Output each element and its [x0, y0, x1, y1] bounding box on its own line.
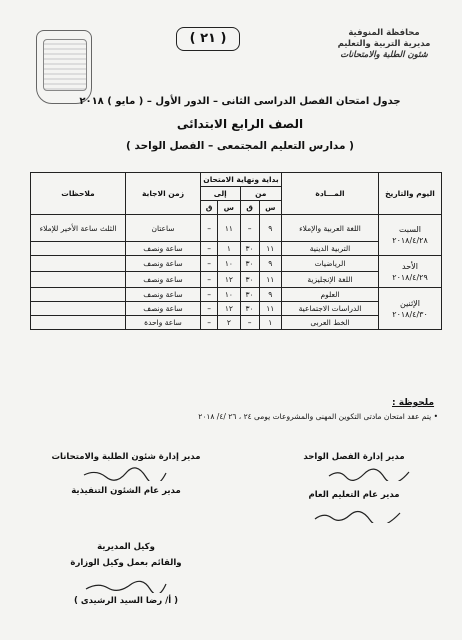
- signatory-title: والقائم بعمل وكيل الوزارة: [70, 558, 182, 568]
- from-min-cell: ٣٠: [240, 256, 259, 272]
- subject-cell: العلوم: [282, 288, 379, 302]
- signatory-title: مدير إدارة شئون الطلبة والامتحانات: [51, 452, 201, 462]
- to-hour-cell: ١٠: [218, 288, 240, 302]
- org-line: مديرية التربية والتعليم: [337, 39, 431, 49]
- subject-cell: اللغة العربية والإملاء: [282, 215, 379, 242]
- duration-cell: ساعة واحدة: [126, 316, 201, 330]
- signature-block-left-mid: [46, 486, 206, 496]
- to-min-cell: –: [201, 215, 218, 242]
- page-number: ( ٢١ ): [176, 27, 240, 51]
- handwritten-signature: [80, 466, 170, 480]
- header-exam-time: بداية ونهاية الامتحان: [201, 173, 282, 187]
- from-min-cell: –: [240, 215, 259, 242]
- day-date: ٢٠١٨/٤/٢٩: [392, 272, 428, 282]
- header-notes: ملاحظات: [31, 173, 126, 215]
- notes-cell: الثلث ساعة الأخير للإملاء: [31, 215, 126, 242]
- from-min-cell: –: [240, 316, 259, 330]
- schools-title: ( مدارس التعليم المجتمعى – الفصل الواحد ): [126, 140, 354, 152]
- from-hour-cell: ١: [259, 316, 281, 330]
- to-hour-cell: ١٠: [218, 256, 240, 272]
- subject-cell: الخط العربى: [282, 316, 379, 330]
- to-hour-cell: ١٢: [218, 272, 240, 288]
- to-hour-cell: ١٢: [218, 302, 240, 316]
- subject-cell: الرياضيات: [282, 256, 379, 272]
- ministry-seal-icon: [36, 30, 92, 104]
- to-min-cell: –: [201, 288, 218, 302]
- header-day: اليوم والتاريخ: [379, 173, 442, 215]
- handwritten-signature: [324, 466, 414, 480]
- from-hour-cell: ٩: [259, 215, 281, 242]
- day-cell: [379, 215, 442, 256]
- to-hour-cell: ١١: [218, 215, 240, 242]
- header-min: ق: [240, 201, 259, 215]
- signatory-name: ( أ/ رضا السيد الرشيدى ): [74, 596, 178, 606]
- org-line: محافظة المنوفية: [348, 28, 420, 38]
- day-name: السبت: [398, 225, 422, 234]
- notes-cell: [31, 316, 126, 330]
- signatory-title: مدير عام التعليم العام: [308, 490, 400, 500]
- signature-block-left-top: [46, 452, 206, 462]
- org-line: شئون الطلبة والامتحانات: [340, 50, 428, 60]
- signature-block-right-bottom: [274, 490, 434, 500]
- table-row: [31, 288, 442, 302]
- notes-cell: [31, 272, 126, 288]
- from-hour-cell: ١١: [259, 242, 281, 256]
- to-hour-cell: ٢: [218, 316, 240, 330]
- notes-cell: [31, 242, 126, 256]
- duration-cell: ساعة ونصف: [126, 272, 201, 288]
- signature-block-right-top: [274, 452, 434, 462]
- from-hour-cell: ٩: [259, 256, 281, 272]
- note-text: يتم عقد امتحان مادتى التكوين المهنى والمشروعات يومى ٢٤ ، ٢٦ /٤/ ٢٠١٨: [198, 412, 432, 421]
- to-hour-cell: ١: [218, 242, 240, 256]
- duration-cell: ساعة ونصف: [126, 256, 201, 272]
- to-min-cell: –: [201, 256, 218, 272]
- from-min-cell: ٣٠: [240, 302, 259, 316]
- subject-cell: الدراسات الاجتماعية: [282, 302, 379, 316]
- header-duration: زمن الاجابة: [126, 173, 201, 215]
- to-min-cell: –: [201, 302, 218, 316]
- header-hour: س: [218, 201, 240, 215]
- notes-cell: [31, 256, 126, 272]
- from-hour-cell: ١١: [259, 302, 281, 316]
- header-to: إلى: [201, 187, 241, 201]
- table-row: [31, 215, 442, 242]
- subject-cell: اللغة الإنجليزية: [282, 272, 379, 288]
- day-name: الأحد: [402, 261, 418, 271]
- day-date: ٢٠١٨/٤/٣٠: [392, 309, 428, 319]
- header-subject: المـــادة: [282, 173, 379, 215]
- from-hour-cell: ١١: [259, 272, 281, 288]
- notes-cell: [31, 302, 126, 316]
- exam-schedule-table: [30, 172, 442, 330]
- table-row: [31, 256, 442, 272]
- duration-cell: ساعة ونصف: [126, 242, 201, 256]
- note-item: • يتم عقد امتحان مادتى التكوين المهنى والمشروعات يومى ٢٤ ، ٢٦ /٤/ ٢٠١٨: [198, 412, 438, 421]
- signatory-title: مدير عام الشئون التنفيذية: [71, 486, 181, 496]
- duration-cell: ساعة ونصف: [126, 288, 201, 302]
- day-name: الإثنين: [400, 298, 420, 308]
- schedule-title: جدول امتحان الفصل الدراسى الثانى – الدور الأول – ( مايو ) ٢٠١٨: [79, 96, 401, 107]
- header-hour: س: [259, 201, 281, 215]
- header-from: من: [240, 187, 281, 201]
- day-cell: [379, 256, 442, 288]
- note-heading: ملحوظة :: [392, 398, 435, 408]
- duration-cell: ساعتان: [126, 215, 201, 242]
- from-min-cell: ٣٠: [240, 242, 259, 256]
- notes-cell: [31, 288, 126, 302]
- grade-title: الصف الرابع الابتدائى: [176, 117, 304, 131]
- from-min-cell: ٣٠: [240, 272, 259, 288]
- header-min: ق: [201, 201, 218, 215]
- from-hour-cell: ٩: [259, 288, 281, 302]
- to-min-cell: –: [201, 272, 218, 288]
- organization-header: [324, 28, 444, 61]
- handwritten-signature: [312, 508, 402, 522]
- signatory-title: وكيل المديرية: [97, 542, 155, 552]
- signature-block-left-bottom: [46, 542, 206, 568]
- signatory-title: مدير إدارة الفصل الواحد: [303, 452, 405, 462]
- to-min-cell: –: [201, 242, 218, 256]
- day-date: ٢٠١٨/٤/٢٨: [392, 236, 428, 245]
- subject-cell: التربية الدينية: [282, 242, 379, 256]
- to-min-cell: –: [201, 316, 218, 330]
- duration-cell: ساعة ونصف: [126, 302, 201, 316]
- handwritten-signature: [80, 578, 170, 592]
- from-min-cell: ٣٠: [240, 288, 259, 302]
- day-cell: [379, 288, 442, 330]
